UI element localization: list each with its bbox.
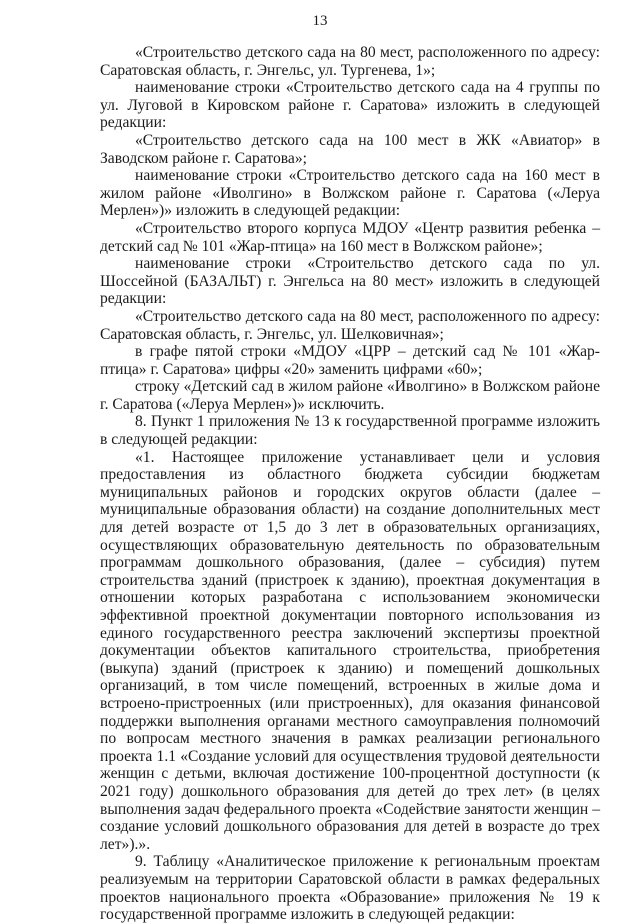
paragraph-rename-shosseynaya-row: наименование строки «Строительство детского сада по ул. Шоссейной (БАЗАЛЬТ) г. Энгельса на 80 мест» изложить в следующей редакции: [100,255,600,308]
paragraph-rename-lugovaya-row: наименование строки «Строительство детского сада на 4 группы по ул. Луговой в Кировском районе г. Саратова» изложить в следующей редакции: [100,79,600,132]
paragraph-item-9: 9. Таблицу «Аналитическое приложение к региональным проектам реализуемым на территории Саратовской области в рамках федеральных проектов национального проекта «Образование» приложения № 19 к государственной программе изложить в следующей редакции: [100,853,600,924]
paragraph-rename-ivolgino-row: наименование строки «Строительство детского сада на 160 мест в жилом районе «Иволгино» в Волжском районе г. Саратова («Леруа Мерлен»)» изложить в следующей редакции: [100,167,600,220]
paragraph-second-building-mdou: «Строительство второго корпуса МДОУ «Центр развития ребенка – детский сад № 101 «Жар-птица» на 160 мест в Волжском районе»; [100,219,600,255]
paragraph-kindergarten-aviator: «Строительство детского сада на 100 мест в ЖК «Авиатор» в Заводском районе г. Саратова»; [100,131,600,167]
paragraph-replace-figures: в графе пятой строки «МДОУ «ЦРР – детский сад № 101 «Жар-птица» г. Саратова» цифры «20» заменить цифрами «60»; [100,343,600,378]
document-body [100,44,600,924]
paragraph-kindergarten-engels-turgeneva: «Строительство детского сада на 80 мест, расположенного по адресу: Саратовская область, г. Энгельс, ул. Тургенева, 1»; [100,44,600,79]
paragraph-kindergarten-shelkovichnaya: «Строительство детского сада на 80 мест, расположенного по адресу: Саратовская область, г. Энгельс, ул. Шелковичная»; [100,307,600,343]
paragraph-item-8: 8. Пункт 1 приложения № 13 к государственной программе изложить в следующей редакции: [100,413,600,449]
paragraph-exclude-row: строку «Детский сад в жилом районе «Иволгино» в Волжском районе г. Саратова («Леруа Мерлен»)» исключить. [100,378,600,413]
page-number: 13 [312,13,328,29]
paragraph-appendix-point-1: «1. Настоящее приложение устанавливает цели и условия предоставления из областного бюджета субсидии бюджетам муниципальных районов и городских округов области (далее – муниципальные образования области) на создание дополнительных мест для детей возрасте от 1,5 до 3 лет в образовательных организациях, осуществляющих образовательную деятельность по образовательным программам дошкольного образования, (далее – субсидия) путем строительства зданий (пристроек к зданию), проектная документация в отношении которых разработана с использованием экономически эффективной проектной документации повторного использования из единого государственного реестра заключений экспертизы проектной документации объектов капитального строительства, приобретения (выкупа) зданий (пристроек к зданию) и помещений дошкольных организаций, в том числе помещений, встроенных в жилые дома и встроено-пристроенных (или пристроенных), для оказания финансовой поддержки выполнения органами местного самоуправления полномочий по вопросам местного значения в рамках реализации регионального проекта 1.1 «Создание условий для осуществления трудовой деятельности женщин с детьми, включая достижение 100-процентной доступности (к 2021 году) дошкольного образования для детей до трех лет» (в целях выполнения задач федерального проекта «Содействие занятости женщин – создание условий дошкольного образования для детей в возрасте до трех лет»).». [100,448,600,853]
